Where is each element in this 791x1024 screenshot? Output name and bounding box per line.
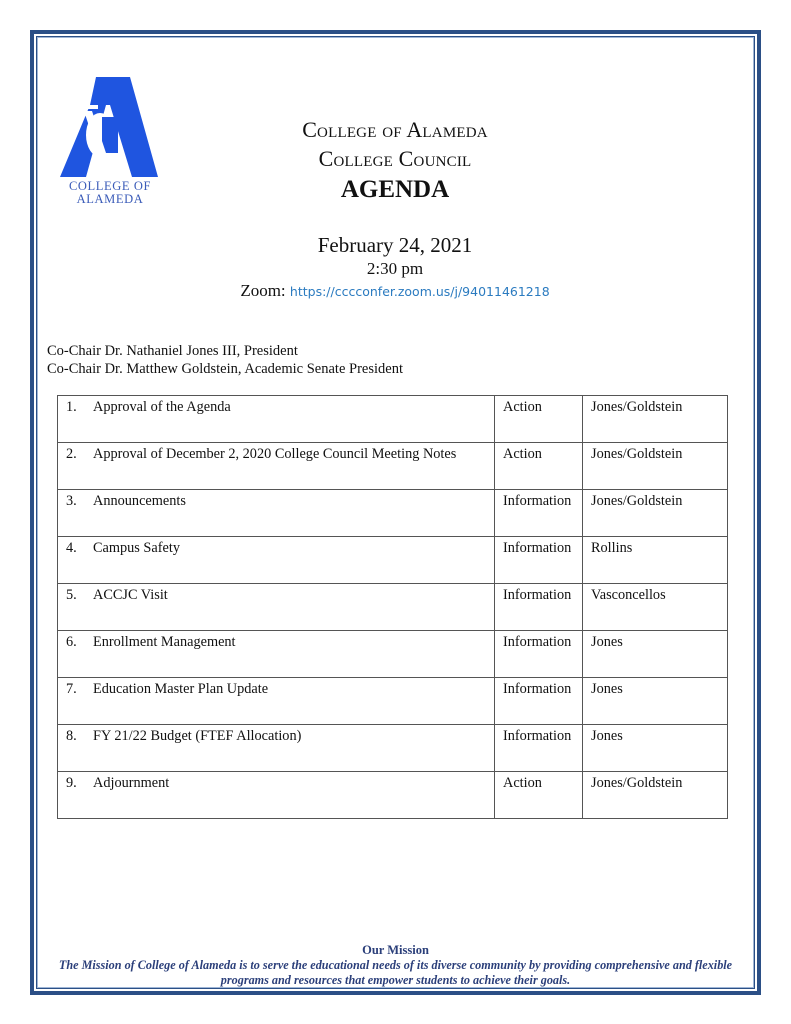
agenda-item-type: Information: [495, 725, 583, 772]
agenda-item-presenter: Jones: [583, 678, 728, 725]
agenda-item-title: Education Master Plan Update: [93, 681, 269, 697]
agenda-item-presenter: Vasconcellos: [583, 584, 728, 631]
agenda-item-title: Approval of the Agenda: [93, 399, 231, 415]
agenda-item-type: Information: [495, 490, 583, 537]
agenda-item-number: 8.: [66, 728, 77, 744]
agenda-item-number: 1.: [66, 399, 77, 415]
logo-text: [56, 180, 164, 206]
agenda-row: [58, 772, 728, 819]
agenda-item-type: Action: [495, 396, 583, 443]
agenda-item-cell: [58, 490, 495, 537]
agenda-item-cell: [58, 631, 495, 678]
agenda-row: [58, 396, 728, 443]
college-name-heading: College of Alameda: [302, 117, 488, 142]
agenda-item-type: Action: [495, 772, 583, 819]
agenda-item-number: 6.: [66, 634, 77, 650]
agenda-row: [58, 678, 728, 725]
agenda-item-cell: [58, 678, 495, 725]
co-chairs: [47, 342, 403, 378]
agenda-item-number: 4.: [66, 540, 77, 556]
agenda-table: [57, 395, 728, 819]
meeting-date: February 24, 2021: [317, 233, 473, 257]
agenda-row: [58, 443, 728, 490]
agenda-item-type: Information: [495, 584, 583, 631]
agenda-row: [58, 490, 728, 537]
agenda-item-number: 5.: [66, 587, 77, 603]
agenda-item-cell: [58, 537, 495, 584]
agenda-item-number: 3.: [66, 493, 77, 509]
agenda-item-cell: [58, 396, 495, 443]
mission-heading: Our Mission: [362, 943, 429, 957]
agenda-item-presenter: Jones/Goldstein: [583, 490, 728, 537]
zoom-label: Zoom:: [240, 281, 286, 300]
agenda-item-number: 9.: [66, 775, 77, 791]
zoom-link[interactable]: https://cccconfer.zoom.us/j/94011461218: [289, 284, 550, 299]
agenda-item-number: 7.: [66, 681, 77, 697]
agenda-row: [58, 725, 728, 772]
agenda-item-cell: [58, 772, 495, 819]
meeting-time: 2:30 pm: [366, 259, 424, 278]
logo-text-line2: ALAMEDA: [76, 192, 144, 206]
agenda-item-presenter: Rollins: [583, 537, 728, 584]
agenda-item-type: Information: [495, 678, 583, 725]
agenda-item-cell: [58, 443, 495, 490]
agenda-item-title: FY 21/22 Budget (FTEF Allocation): [93, 728, 302, 744]
agenda-item-title: Campus Safety: [93, 540, 180, 556]
council-name-heading: College Council: [318, 146, 472, 171]
agenda-item-title: Enrollment Management: [93, 634, 236, 650]
co-chair-1: Co-Chair Dr. Nathaniel Jones III, President: [47, 343, 298, 359]
logo-text-line1: COLLEGE OF: [68, 179, 152, 193]
agenda-row: [58, 537, 728, 584]
agenda-item-cell: [58, 584, 495, 631]
agenda-item-type: Action: [495, 443, 583, 490]
agenda-title: AGENDA: [340, 176, 450, 203]
co-chair-2: Co-Chair Dr. Matthew Goldstein, Academic Senate President: [47, 361, 403, 377]
agenda-item-title: Approval of December 2, 2020 College Council Meeting Notes: [93, 446, 457, 462]
agenda-item-presenter: Jones: [583, 725, 728, 772]
agenda-item-cell: [58, 725, 495, 772]
agenda-item-presenter: Jones/Goldstein: [583, 396, 728, 443]
zoom-line: [200, 281, 590, 301]
agenda-item-type: Information: [495, 631, 583, 678]
agenda-item-presenter: Jones/Goldstein: [583, 772, 728, 819]
agenda-row: [58, 631, 728, 678]
agenda-item-title: ACCJC Visit: [93, 587, 168, 603]
agenda-item-presenter: Jones/Goldstein: [583, 443, 728, 490]
agenda-row: [58, 584, 728, 631]
agenda-item-presenter: Jones: [583, 631, 728, 678]
agenda-item-number: 2.: [66, 446, 77, 462]
agenda-item-type: Information: [495, 537, 583, 584]
agenda-item-title: Announcements: [93, 493, 186, 509]
agenda-item-title: Adjournment: [93, 775, 170, 791]
mission-statement: The Mission of College of Alameda is to serve the educational needs of its diverse community by providing comprehensive and flexible programs and resources that empower students to achieve their goals.: [58, 958, 733, 987]
